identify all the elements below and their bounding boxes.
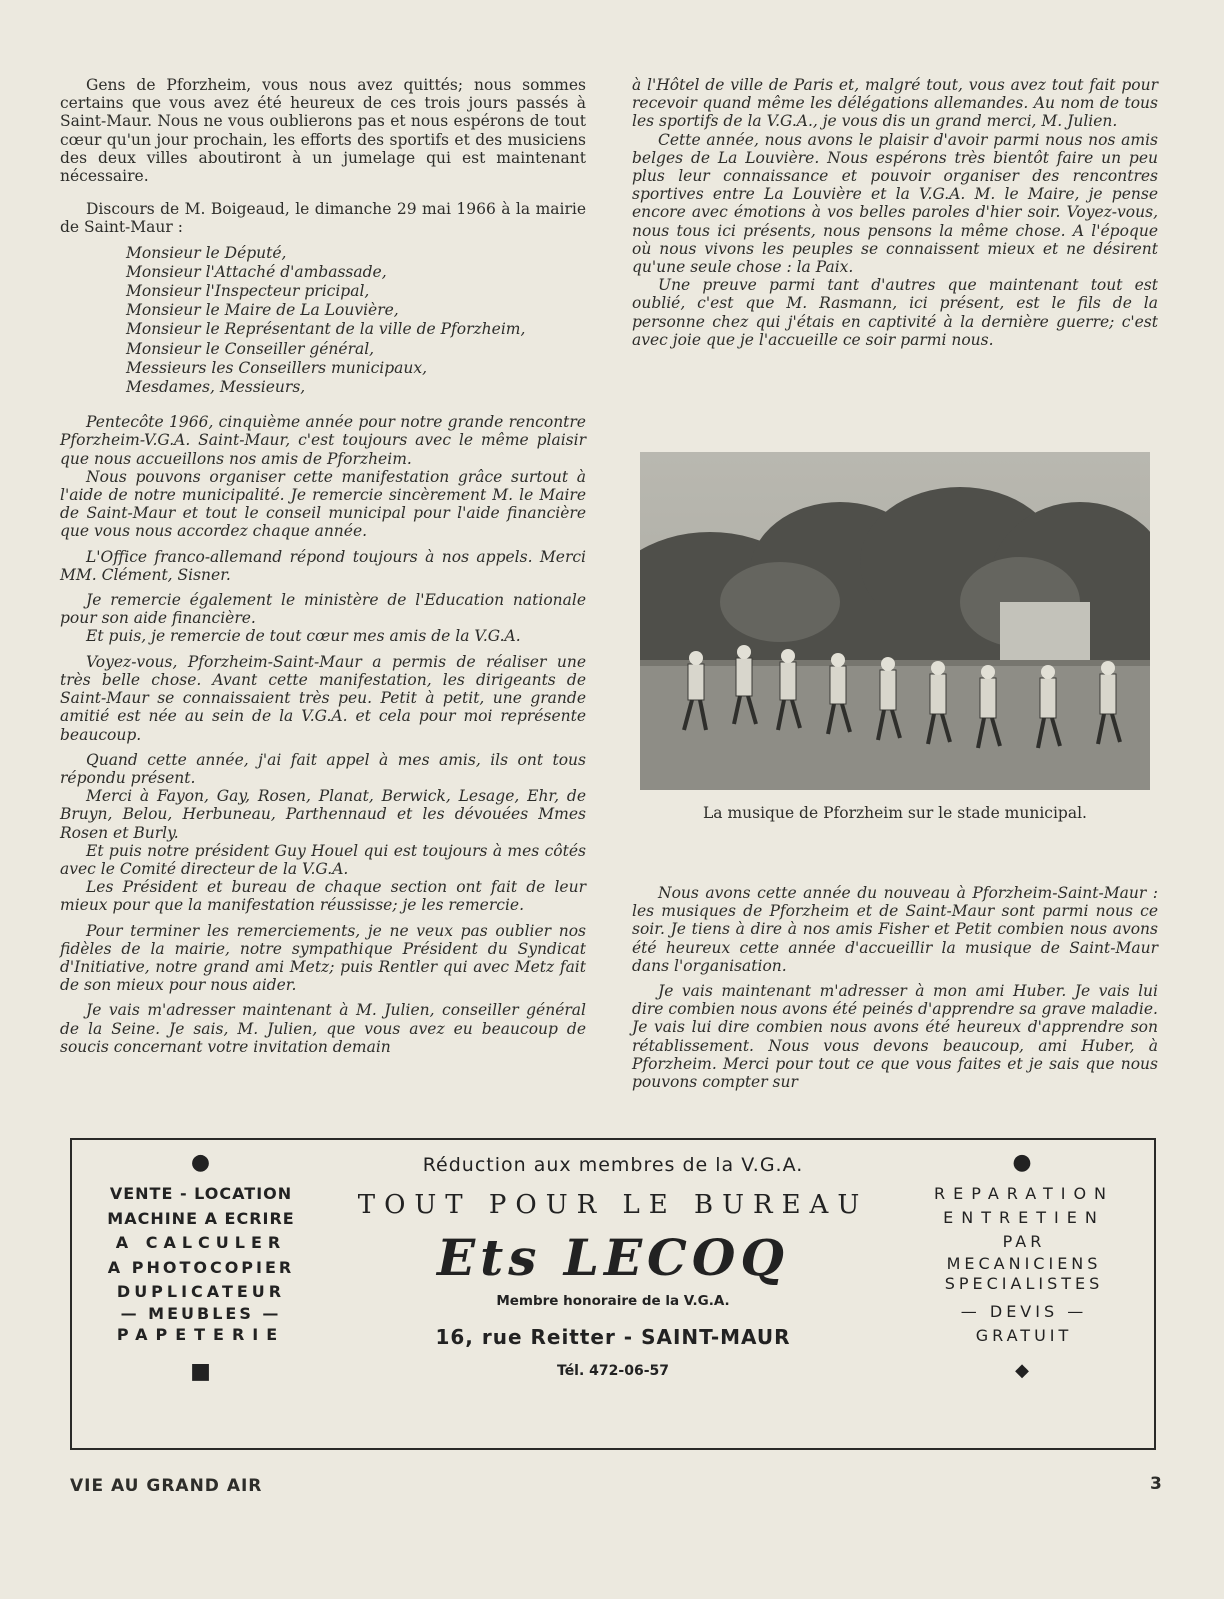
ad-brand: Ets LECOQ — [437, 1228, 789, 1287]
salutation-line: Monsieur le Député, — [126, 243, 287, 262]
speech-paragraph: Les Président et bureau de chaque section ont fait de leur mieux pour que la manifestation réussisse; je les remercie. — [60, 878, 586, 915]
ad-right-line: MECANICIENS — [946, 1254, 1102, 1273]
discours-title: Discours de M. Boigeaud, le dimanche 29 mai 1966 à la mairie de Saint-Maur : — [60, 200, 586, 237]
salutation-line: Monsieur le Conseiller général, — [126, 339, 375, 358]
salutation-line: Monsieur le Représentant de la ville de Pforzheim, — [126, 320, 526, 339]
bullet-dot-icon: ● — [1012, 1150, 1036, 1175]
speech-paragraph: Quand cette année, j'ai fait appel à mes amis, ils ont tous répondu présent. — [60, 750, 586, 787]
ad-right-line: ENTRETIEN — [943, 1208, 1105, 1227]
right-column-bottom — [632, 884, 1158, 1098]
speech-paragraph: L'Office franco-allemand répond toujours à nos appels. Merci MM. Clément, Sisner. — [60, 547, 586, 584]
speech-paragraph: Cette année, nous avons le plaisir d'avoir parmi nous nos amis belges de La Louvière. Nous espérons très bientôt faire un peu plus leur connaissance et pouvoir organiser des rencontres sportives entre La Louvière et la V.G.A. M. le Maire, je pense encore avec émotions à vos belles paroles d'hier soir. Voyez-vous, nous tous ici présents, nous pensons la même chose. A l'époque où nous vivons les peuples se connaissent mieux et ne désirent qu'une seule chose : la Paix. — [632, 130, 1158, 277]
speech-paragraph: Pentecôte 1966, cinquième année pour notre grande rencontre Pforzheim-V.G.A. Saint-Maur, c'est toujours avec le même plaisir que nous accueillons nos amis de Pforzheim. — [60, 413, 586, 468]
magazine-title: VIE AU GRAND AIR — [70, 1476, 263, 1496]
ad-center-block — [348, 1154, 878, 1379]
ad-left-line: A PHOTOCOPIER — [107, 1257, 295, 1277]
speech-paragraph: Pour terminer les remerciements, je ne veux pas oublier nos fidèles de la mairie, notre sympathique Président du Syndicat d'Initiative, notre grand ami Metz; puis Rentler qui avec Metz fait de son mieux pour nous aider. — [60, 921, 586, 995]
square-bullet-icon: ■ — [190, 1359, 212, 1384]
intro-paragraph: Gens de Pforzheim, vous nous avez quittés; nous sommes certains que vous avez été heureux de ces trois jours passés à Saint-Maur. Nous ne vous oublierons pas et nous espérons de tout cœur qu'un jour prochain, les efforts des sportifs et des musiciens des deux villes aboutiront à un jumelage qui est maintenant nécessaire. — [60, 76, 586, 186]
speech-paragraph: Et puis notre président Guy Houel qui est toujours à mes côtés avec le Comité directeur de la V.G.A. — [60, 841, 586, 878]
ad-left-line: — MEUBLES — — [120, 1303, 282, 1323]
ad-right-line: SPECIALISTES — [944, 1274, 1104, 1293]
diamond-bullet-icon: ◆ — [1015, 1360, 1033, 1381]
speech-paragraph: Merci à Fayon, Gay, Rosen, Planat, Berwick, Lesage, Ehr, de Bruyn, Belou, Herbuneau, Parthennaud et les dévouées Mmes Rosen et Burly. — [60, 787, 586, 842]
ad-membre: Membre honoraire de la V.G.A. — [496, 1293, 730, 1309]
ad-address: 16, rue Reitter - SAINT-MAUR — [435, 1325, 791, 1349]
speech-paragraph: Et puis, je remercie de tout cœur mes amis de la V.G.A. — [86, 627, 521, 646]
salutation-line: Monsieur le Maire de La Louvière, — [126, 301, 399, 320]
bullet-dot-icon: ● — [190, 1150, 212, 1175]
speech-paragraph: Je remercie également le ministère de l'Education nationale pour son aide financière. — [60, 591, 586, 628]
salutation-line: Mesdames, Messieurs, — [126, 378, 306, 397]
ad-repair-list — [904, 1150, 1144, 1390]
salutation-line: Monsieur l'Inspecteur pricipal, — [126, 282, 370, 301]
ad-right-line: PAR — [1002, 1232, 1046, 1251]
ad-left-line: MACHINE A ECRIRE — [107, 1208, 295, 1228]
speech-paragraph: Nous pouvons organiser cette manifestation grâce surtout à l'aide de notre municipalité. Je remercie sincèrement M. le Maire de Saint-Maur et tout le conseil municipal pour l'aide financière que vous nous accordez chaque année. — [60, 467, 586, 541]
band-photo-illustration — [640, 452, 1150, 790]
ad-reduction: Réduction aux membres de la V.G.A. — [422, 1154, 804, 1176]
speech-paragraph: Nous avons cette année du nouveau à Pforzheim-Saint-Maur : les musiques de Pforzheim et de Saint-Maur sont parmi nous ce soir. Je tiens à dire à nos amis Fisher et Petit combien nous avons été heureux cette année d'accueillir la musique de Saint-Maur dans l'organisation. — [632, 884, 1158, 975]
photo-caption: La musique de Pforzheim sur le stade municipal. — [703, 804, 1087, 822]
ad-left-line: DUPLICATEUR — [116, 1282, 286, 1301]
ad-left-line: PAPETERIE — [116, 1324, 286, 1344]
ad-telephone: Tél. 472-06-57 — [557, 1363, 669, 1379]
ad-services-list — [86, 1150, 316, 1391]
salutation-line: Monsieur l'Attaché d'ambassade, — [126, 262, 387, 281]
ad-right-line: GRATUIT — [975, 1326, 1073, 1345]
ad-left-line: VENTE - LOCATION — [109, 1184, 293, 1203]
ad-headline: TOUT POUR LE BUREAU — [357, 1190, 869, 1220]
speech-paragraph: Je vais m'adresser maintenant à M. Julien, conseiller général de la Seine. Je sais, M. Julien, que vous avez eu beaucoup de soucis concernant votre invitation demain — [60, 1001, 586, 1056]
speech-paragraph: Je vais maintenant m'adresser à mon ami Huber. Je vais lui dire combien nous avons été peinés d'apprendre sa grave maladie. Je vais lui dire combien nous avons été heureux d'apprendre son rétablissement. Nous vous devons beaucoup, ami Huber, à Pforzheim. Merci pour tout ce que vous faites et je sais que nous pouvons compter sur — [632, 982, 1158, 1092]
band-photo — [640, 452, 1150, 790]
ad-left-line: A CALCULER — [115, 1233, 287, 1252]
speech-paragraph: Une preuve parmi tant d'autres que maintenant tout est oublié, c'est que M. Rasmann, ici présent, est le fils de la personne chez qui j'étais en captivité à la dernière guerre; c'est avec joie que je l'accueille ce soir parmi nous. — [632, 276, 1158, 349]
page-number: 3 — [1150, 1474, 1162, 1494]
left-column — [60, 76, 586, 1063]
ad-right-line: — DEVIS — — [960, 1302, 1088, 1321]
lecoq-advertisement — [70, 1138, 1156, 1450]
salutation-line: Messieurs les Conseillers municipaux, — [126, 358, 428, 377]
salutation-list — [126, 244, 586, 398]
speech-paragraph: à l'Hôtel de ville de Paris et, malgré tout, vous avez tout fait pour recevoir quand même les délégations allemandes. Au nom de tous les sportifs de la V.G.A., je vous dis un grand merci, M. Julien. — [632, 76, 1158, 131]
speech-paragraph: Voyez-vous, Pforzheim-Saint-Maur a permis de réaliser une très belle chose. Avant cette manifestation, les dirigeants de Saint-Maur se connaissaient très peu. Petit à petit, une grande amitié est née au sein de la V.G.A. et cela pour moi représente beaucoup. — [60, 652, 586, 744]
ad-right-line: REPARATION — [933, 1184, 1115, 1203]
right-column-top — [632, 76, 1158, 356]
